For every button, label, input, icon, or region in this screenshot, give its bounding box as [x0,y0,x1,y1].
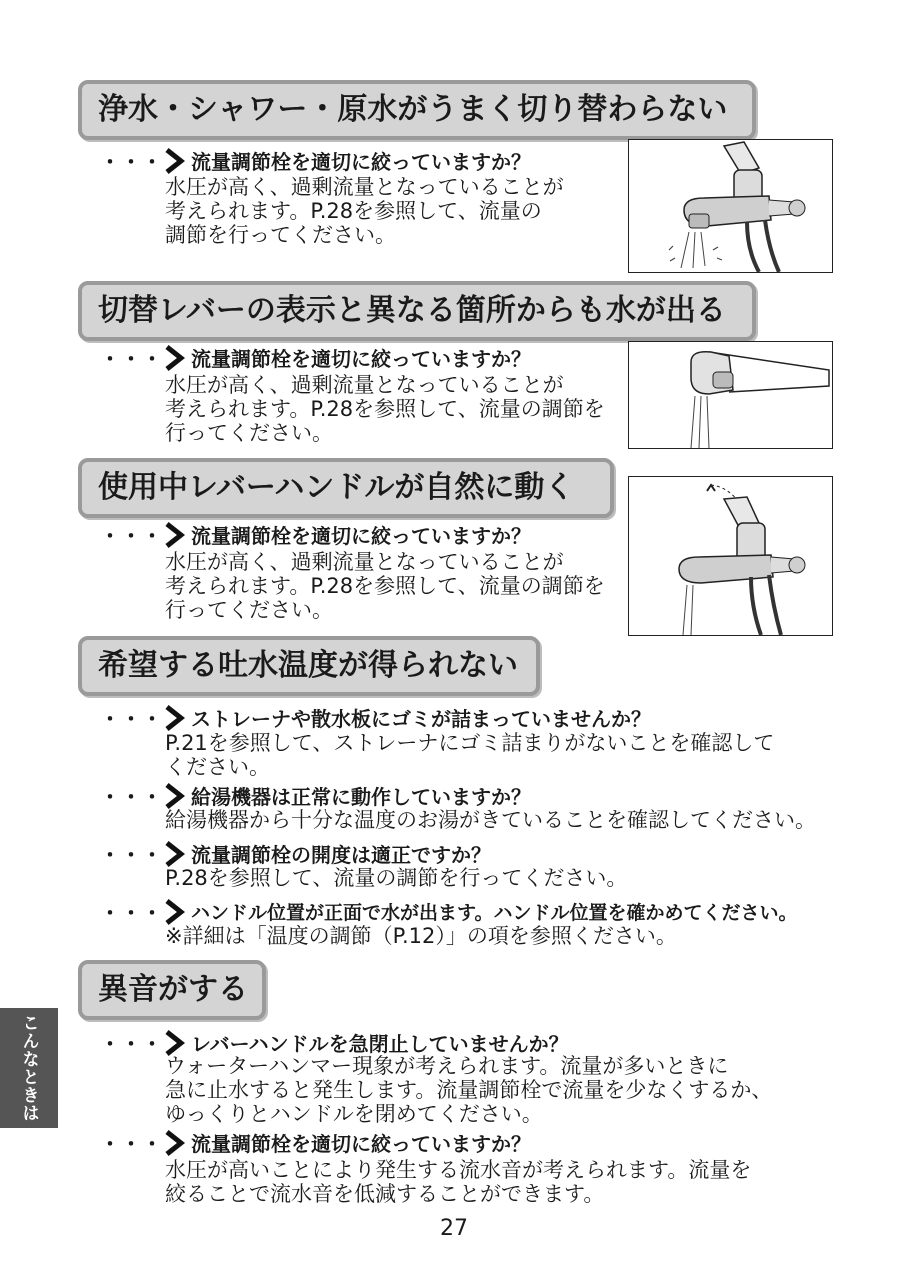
bullet-arrow-icon: ・・・ [100,897,185,926]
question-text: 流量調節栓を適切に絞っていますか？ [191,347,531,371]
faucet-illustration-1 [628,139,833,273]
question [100,897,797,926]
answer-text: ※詳細は「温度の調節（P.12）」の項を参照ください。 [165,924,677,948]
question-text: 流量調節栓の開度は適正ですか？ [191,843,491,867]
bullet-arrow-icon: ・・・ [100,520,185,549]
bullet-arrow-icon: ・・・ [100,781,185,810]
faucet-illustration-2 [628,341,833,449]
answer-text: P.28を参照して、流量の調節を行ってください。 [165,866,628,890]
question [100,703,651,732]
bullet-arrow-icon: ・・・ [100,1128,185,1157]
answer-text: 水圧が高く、過剰流量となっていることが 考えられます。P.28を参照して、流量の 調節を行ってください。 [165,175,564,247]
section-heading-lever-moves: 使用中レバーハンドルが自然に動く [78,458,614,518]
question [100,520,531,549]
faucet-illustration-3 [628,476,833,636]
question [100,781,531,810]
question [100,839,491,868]
question [100,146,531,175]
section-heading-temperature: 希望する吐水温度が得られない [78,636,540,696]
question-text: ハンドル位置が正面で水が出ます。ハンドル位置を確かめてください。 [191,902,798,924]
question-text: 流量調節栓を適切に絞っていますか？ [191,524,531,548]
question [100,1128,531,1157]
side-index-tab: こんなときは [0,1008,58,1128]
bullet-arrow-icon: ・・・ [100,343,185,372]
question-text: レバーハンドルを急閉止していませんか？ [191,1032,569,1056]
question-text: 流量調節栓を適切に絞っていますか？ [191,1132,531,1156]
answer-text: 水圧が高く、過剰流量となっていることが 考えられます。P.28を参照して、流量の調節を 行ってください。 [165,550,605,622]
bullet-arrow-icon: ・・・ [100,1028,185,1057]
answer-text: 水圧が高いことにより発生する流水音が考えられます。流量を 絞ることで流水音を低減することができます。 [165,1158,752,1206]
question-text: ストレーナや散水板にゴミが詰まっていませんか？ [191,707,651,731]
question-text: 給湯機器は正常に動作していますか？ [191,785,531,809]
bullet-arrow-icon: ・・・ [100,146,185,175]
section-heading-leak: 切替レバーの表示と異なる箇所からも水が出る [78,281,756,341]
question-text: 流量調節栓を適切に絞っていますか？ [191,150,531,174]
answer-text: P.21を参照して、ストレーナにゴミ詰まりがないことを確認して ください。 [165,731,775,779]
question [100,1028,569,1057]
answer-text: 水圧が高く、過剰流量となっていることが 考えられます。P.28を参照して、流量の調節を 行ってください。 [165,373,605,445]
page-number: 27 [440,1216,468,1241]
question [100,343,531,372]
answer-text: 給湯機器から十分な温度のお湯がきていることを確認してください。 [165,808,816,832]
bullet-arrow-icon: ・・・ [100,839,185,868]
section-heading-switching: 浄水・シャワー・原水がうまく切り替わらない [78,80,756,140]
section-heading-noise: 異音がする [78,960,266,1020]
answer-text: ウォーターハンマー現象が考えられます。流量が多いときに 急に止水すると発生します。流量調節栓で流量を少なくするか、 ゆっくりとハンドルを閉めてください。 [165,1054,773,1126]
bullet-arrow-icon: ・・・ [100,703,185,732]
